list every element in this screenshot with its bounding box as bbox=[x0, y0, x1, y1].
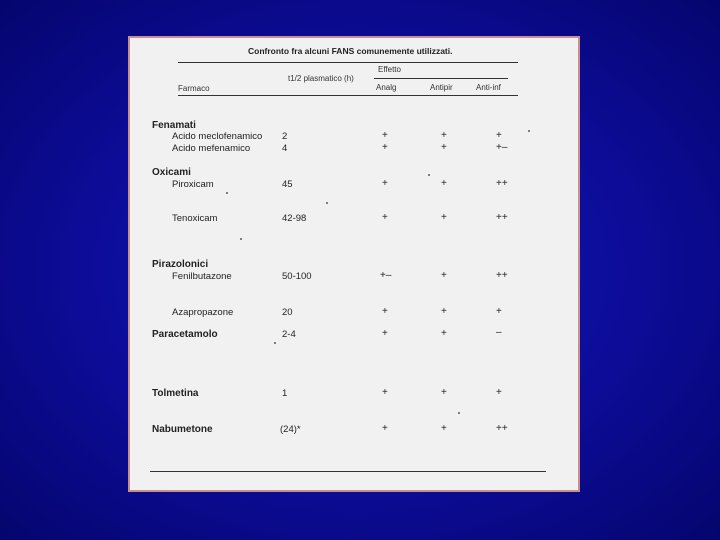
drug-name: Acido meclofenamico bbox=[172, 131, 263, 142]
antipir-value: + bbox=[441, 130, 447, 141]
scan-speck bbox=[326, 202, 328, 204]
drug-name: Tenoxicam bbox=[172, 213, 218, 224]
header-antiinf: Anti-inf bbox=[476, 83, 501, 92]
half-life-value: 45 bbox=[282, 179, 293, 190]
scan-speck bbox=[240, 238, 242, 240]
drug-name: Piroxicam bbox=[172, 179, 214, 190]
header-analg: Analg bbox=[376, 83, 397, 92]
antipir-value: + bbox=[441, 270, 447, 281]
analg-value: + bbox=[382, 212, 388, 223]
half-life-value: 50-100 bbox=[282, 271, 312, 282]
antiinf-value: + bbox=[496, 130, 502, 141]
analg-value: + bbox=[382, 130, 388, 141]
scan-speck bbox=[274, 342, 276, 344]
effetto-rule bbox=[374, 78, 508, 79]
antiinf-value: + bbox=[496, 387, 502, 398]
header-antipir: Antipir bbox=[430, 83, 453, 92]
analg-value: + bbox=[382, 328, 388, 339]
bottom-rule bbox=[150, 471, 546, 472]
analg-value: + bbox=[382, 423, 388, 434]
drug-name: Azapropazone bbox=[172, 307, 234, 318]
scan-speck bbox=[428, 174, 430, 176]
group-pirazolonici: Pirazolonici bbox=[152, 259, 209, 270]
scan-speck bbox=[226, 192, 228, 194]
drug-name: Tolmetina bbox=[152, 388, 199, 399]
analg-value: + bbox=[382, 178, 388, 189]
half-life-value: 1 bbox=[282, 388, 288, 399]
drug-name: Acido mefenamico bbox=[172, 143, 251, 154]
antiinf-value: ++ bbox=[496, 212, 508, 223]
title-rule bbox=[178, 62, 518, 63]
antiinf-value: + bbox=[496, 306, 502, 317]
header-effetto: Effetto bbox=[378, 65, 401, 74]
antiinf-value: ++ bbox=[496, 423, 508, 434]
analg-value: + bbox=[382, 142, 388, 153]
antipir-value: + bbox=[441, 306, 447, 317]
header-farmaco: Farmaco bbox=[178, 84, 210, 93]
half-life-value: 2 bbox=[282, 131, 288, 142]
antipir-value: + bbox=[441, 423, 447, 434]
group-fenamati: Fenamati bbox=[152, 120, 196, 131]
half-life-value: 2-4 bbox=[282, 329, 296, 340]
analg-value: + bbox=[382, 306, 388, 317]
antipir-value: + bbox=[441, 212, 447, 223]
scan-speck bbox=[528, 130, 530, 132]
antipir-value: + bbox=[441, 178, 447, 189]
group-oxicami: Oxicami bbox=[152, 167, 191, 178]
scan-speck bbox=[458, 412, 460, 414]
antipir-value: + bbox=[441, 387, 447, 398]
analg-value: + bbox=[382, 387, 388, 398]
scanned-table-image bbox=[128, 36, 580, 492]
antipir-value: + bbox=[441, 328, 447, 339]
analg-value: +– bbox=[380, 270, 392, 281]
half-life-value: 42-98 bbox=[282, 213, 307, 224]
header-half-life: t1/2 plasmatico (h) bbox=[288, 74, 354, 83]
half-life-value: 4 bbox=[282, 143, 288, 154]
drug-name: Nabumetone bbox=[152, 424, 213, 435]
antiinf-value: ++ bbox=[496, 270, 508, 281]
table-title: Confronto fra alcuni FANS comunemente utilizzati. bbox=[248, 46, 453, 56]
drug-name: Fenilbutazone bbox=[172, 271, 232, 282]
antiinf-value: – bbox=[496, 327, 502, 338]
header-rule bbox=[178, 95, 518, 96]
half-life-value: 20 bbox=[282, 307, 293, 318]
drug-name: Paracetamolo bbox=[152, 329, 218, 340]
antiinf-value: +– bbox=[496, 142, 508, 153]
half-life-value: (24)* bbox=[280, 424, 301, 435]
antipir-value: + bbox=[441, 142, 447, 153]
antiinf-value: ++ bbox=[496, 178, 508, 189]
